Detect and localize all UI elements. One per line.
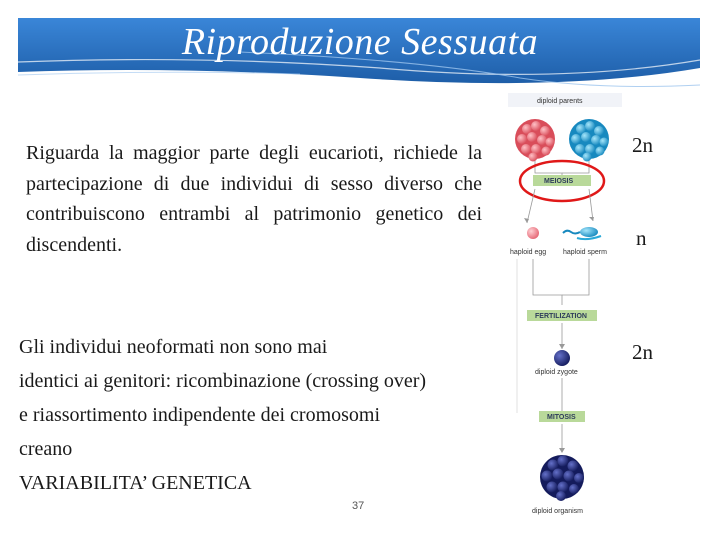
page-number: 37 [352,500,365,512]
paragraph-line: Gli individui neoformati non sono mai [19,336,328,358]
diagram-label-zygote: diploid zygote [535,369,578,376]
ploidy-label-middle: n [636,226,647,250]
paragraph-line: creano [19,438,73,460]
paragraph-line: VARIABILITA’ GENETICA [19,472,252,494]
page-title: Riproduzione Sessuata [181,21,539,63]
haploid-egg-cell [527,227,539,239]
paragraph-line: identici ai genitori: ricombinazione (crossing over) [19,370,427,392]
ploidy-label-bottom: 2n [632,340,653,364]
diploid-zygote-cell [554,350,570,366]
paragraph-line: e riassortimento indipendente dei cromosomi [19,404,381,426]
diploid-organism-cell [540,455,584,501]
cyan-parent-cell [569,119,609,162]
haploid-sperm-cell [563,227,601,239]
diagram-label-sperm: haploid sperm [563,249,607,256]
ploidy-label-top: 2n [632,133,653,157]
life-cycle-diagram [505,93,625,520]
diagram-label-meiosis: MEIOSIS [544,178,574,185]
pink-parent-cell [515,119,555,162]
paragraph-genetic-variability [19,330,519,500]
paragraph-sexual-reproduction: Riguarda la maggior parte degli eucarioti, richiede la partecipazione di due individui di sesso diverso che contribuiscono entrambi al patrimonio genetico dei discendenti. [26,142,482,256]
diagram-label-mitosis: MITOSIS [547,414,576,421]
diagram-label-egg: haploid egg [510,249,547,256]
diagram-label-fertilization: FERTILIZATION [535,313,587,320]
diagram-label-parents: diploid parents [537,98,583,105]
diagram-label-organism: diploid organism [532,508,583,515]
